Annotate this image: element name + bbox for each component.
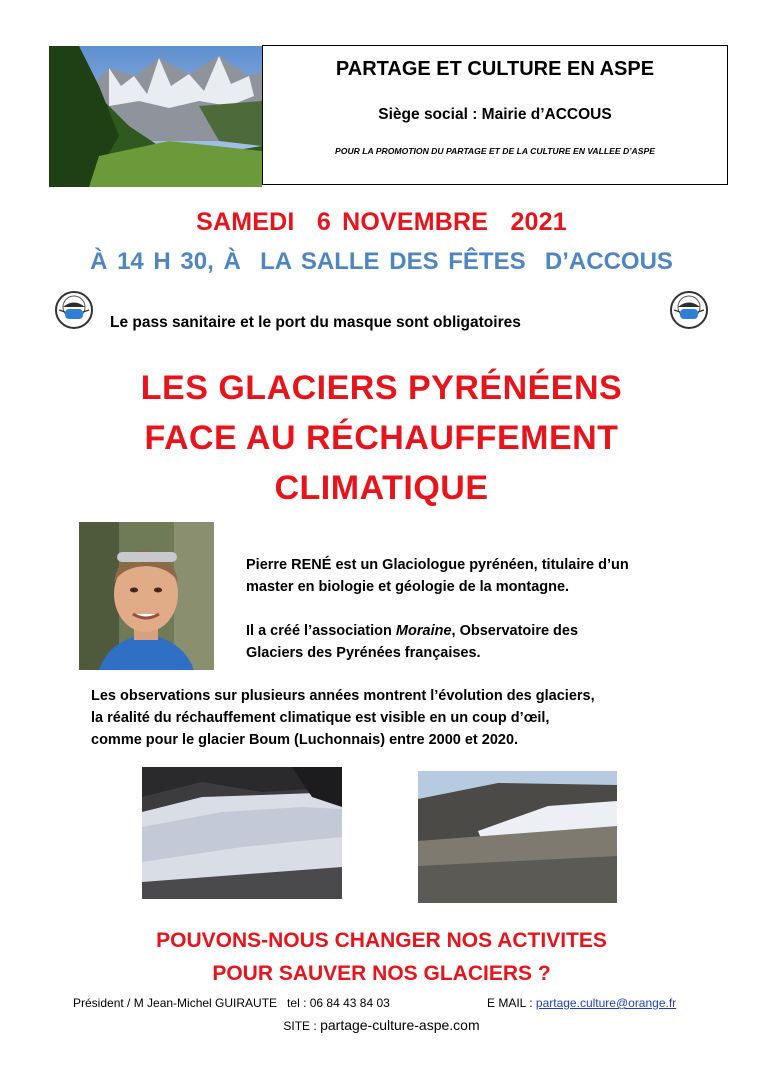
face-mask-icon xyxy=(53,290,95,330)
face-mask-icon xyxy=(668,290,710,330)
title-line-3: CLIMATIQUE xyxy=(274,469,489,507)
title-line-1: LES GLACIERS PYRÉNÉENS xyxy=(140,369,623,407)
footer-site xyxy=(0,1017,763,1033)
bio-2-suffix: , Observatoire des xyxy=(451,623,579,639)
footer-president-contact: Président / M Jean-Michel GUIRAUTE tel : 06 84 43 84 03 xyxy=(73,996,390,1010)
observations-line-2: la réalité du réchauffement climatique est visible en un coup d’œil, xyxy=(91,710,550,726)
speaker-portrait-photo xyxy=(79,522,214,670)
title-line-2: FACE AU RÉCHAUFFEMENT xyxy=(144,419,619,457)
site-label: SITE : xyxy=(283,1019,321,1033)
bio-2-line-1 xyxy=(246,620,726,642)
bio-1-line-1: Pierre RENÉ est un Glaciologue pyrénéen, titulaire d’un xyxy=(246,557,629,573)
organization-header xyxy=(262,45,728,185)
conference-title xyxy=(0,363,763,513)
closing-question xyxy=(0,924,763,990)
speaker-bio-paragraph-2 xyxy=(246,620,726,664)
observations-paragraph xyxy=(91,685,731,751)
email-link[interactable]: partage.culture@orange.fr xyxy=(535,996,677,1010)
glacier-photo-2020 xyxy=(418,771,617,903)
closing-line-2: POUR SAUVER NOS GLACIERS ? xyxy=(212,962,551,985)
head-office: Siège social : Mairie d’ACCOUS xyxy=(378,106,612,123)
bio-1-line-2: master en biologie et géologie de la montagne. xyxy=(246,579,570,595)
email-label: E MAIL : xyxy=(487,996,536,1010)
bio-2-prefix: Il a créé l’association xyxy=(246,623,396,639)
speaker-bio-paragraph-1 xyxy=(246,554,726,598)
organization-name: PARTAGE ET CULTURE EN ASPE xyxy=(335,58,655,80)
observations-line-3: comme pour le glacier Boum (Luchonnais) entre 2000 et 2020. xyxy=(91,732,519,748)
footer-email xyxy=(487,996,676,1010)
sanitary-requirement-note: Le pass sanitaire et le port du masque sont obligatoires xyxy=(110,314,521,331)
observations-line-1: Les observations sur plusieurs années montrent l’évolution des glaciers, xyxy=(91,688,595,704)
association-name: Moraine xyxy=(395,623,452,639)
header-mountain-photo xyxy=(49,46,262,187)
event-place: À 14 H 30, À LA SALLE DES FÊTES D’ACCOUS xyxy=(90,248,673,275)
mission-statement: POUR LA PROMOTION DU PARTAGE ET DE LA CULTURE EN VALLEE D’ASPE xyxy=(335,146,655,156)
closing-line-1: POUVONS-NOUS CHANGER NOS ACTIVITES xyxy=(156,929,607,952)
event-date: SAMEDI 6 NOVEMBRE 2021 xyxy=(196,208,567,236)
site-url: partage-culture-aspe.com xyxy=(320,1017,480,1033)
glacier-photo-2000 xyxy=(142,767,342,899)
bio-2-line-2: Glaciers des Pyrénées françaises. xyxy=(246,645,481,661)
